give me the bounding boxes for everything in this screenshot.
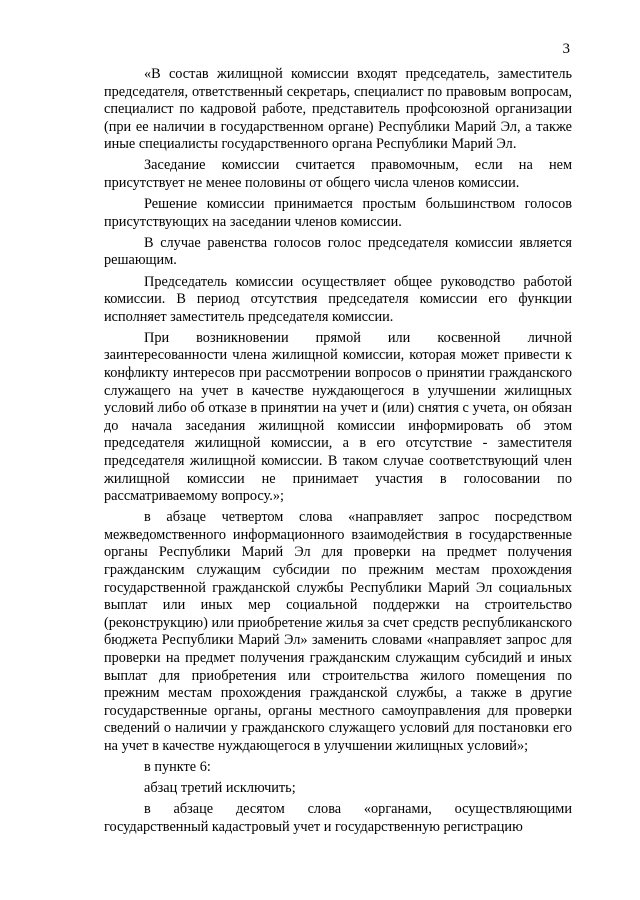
paragraph-point-6: в пункте 6:	[144, 759, 211, 776]
document-body	[104, 66, 572, 836]
paragraph-decision-majority: Решение комиссии принимается простым большинством голосов присутствующих на заседании членов комиссии.	[104, 196, 572, 230]
paragraph-quorum: Заседание комиссии считается правомочным, если на нем присутствует не менее половины от общего числа членов комиссии.	[104, 157, 572, 192]
paragraph-amendment-fourth-subparagraph: в абзаце четвертом слова «направляет запрос посредством межведомственного информационного взаимодействия в государственные органы Республики Марий Эл для проверки на предмет получения гражданским служащим субсидии по прежним местам прохождения государственной гражданской службы Республики Марий Эл социальных выплат или иных мер социальной поддержки на строительство (реконструкцию) или приобретение жилья за счет средств республиканского бюджета Республики Марий Эл» заменить словами «направляет запрос для проверки на предмет получения гражданским служащим субсидий и иных выплат для приобретения или строительства жилого помещения по прежним местам прохождения гражданской службы, а также в другие государственные органы, органы местного самоуправления для проверки сведений о наличии у гражданского служащего условий для постановки его на учет в качестве нуждающегося в улучшении жилищных условий»;	[104, 509, 572, 754]
page-number: 3	[562, 41, 570, 57]
paragraph-conflict-of-interest: При возникновении прямой или косвенной личной заинтересованности члена жилищной комиссии, которая может привести к конфликту интересов при рассмотрении вопросов о принятии гражданского служащего на учет в качестве нуждающегося в улучшении жилищных условий либо об отказе в принятии на учет и (или) снятия с учета, он обязан до начала заседания жилищной комиссии информировать об этом председателя жилищной комиссии, а в его отсутствие - заместителя председателя жилищной комиссии. В таком случае соответствующий член жилищной комиссии не принимает участия в голосовании по рассматриваемому вопросу.»;	[104, 329, 572, 505]
paragraph-delete-third-subparagraph: абзац третий исключить;	[144, 780, 296, 797]
paragraph-tenth-subparagraph: в абзаце десятом слова «органами, осуществляющими государственный кадастровый учет и государственную регистрацию	[104, 801, 572, 835]
paragraph-tie-vote: В случае равенства голосов голос председателя комиссии является решающим.	[104, 234, 572, 269]
paragraph-commission-composition: «В состав жилищной комиссии входят председатель, заместитель председателя, ответственный секретарь, специалист по правовым вопросам, специалист по кадровой работе, представитель профсоюзной организации (при ее наличии в государственном органе) Республики Марий Эл, а также иные специалисты государственного органа Республики Марий Эл.	[104, 66, 572, 153]
paragraph-chair-duties: Председатель комиссии осуществляет общее руководство работой комиссии. В период отсутствия председателя комиссии его функции исполняет заместитель председателя комиссии.	[104, 273, 572, 325]
